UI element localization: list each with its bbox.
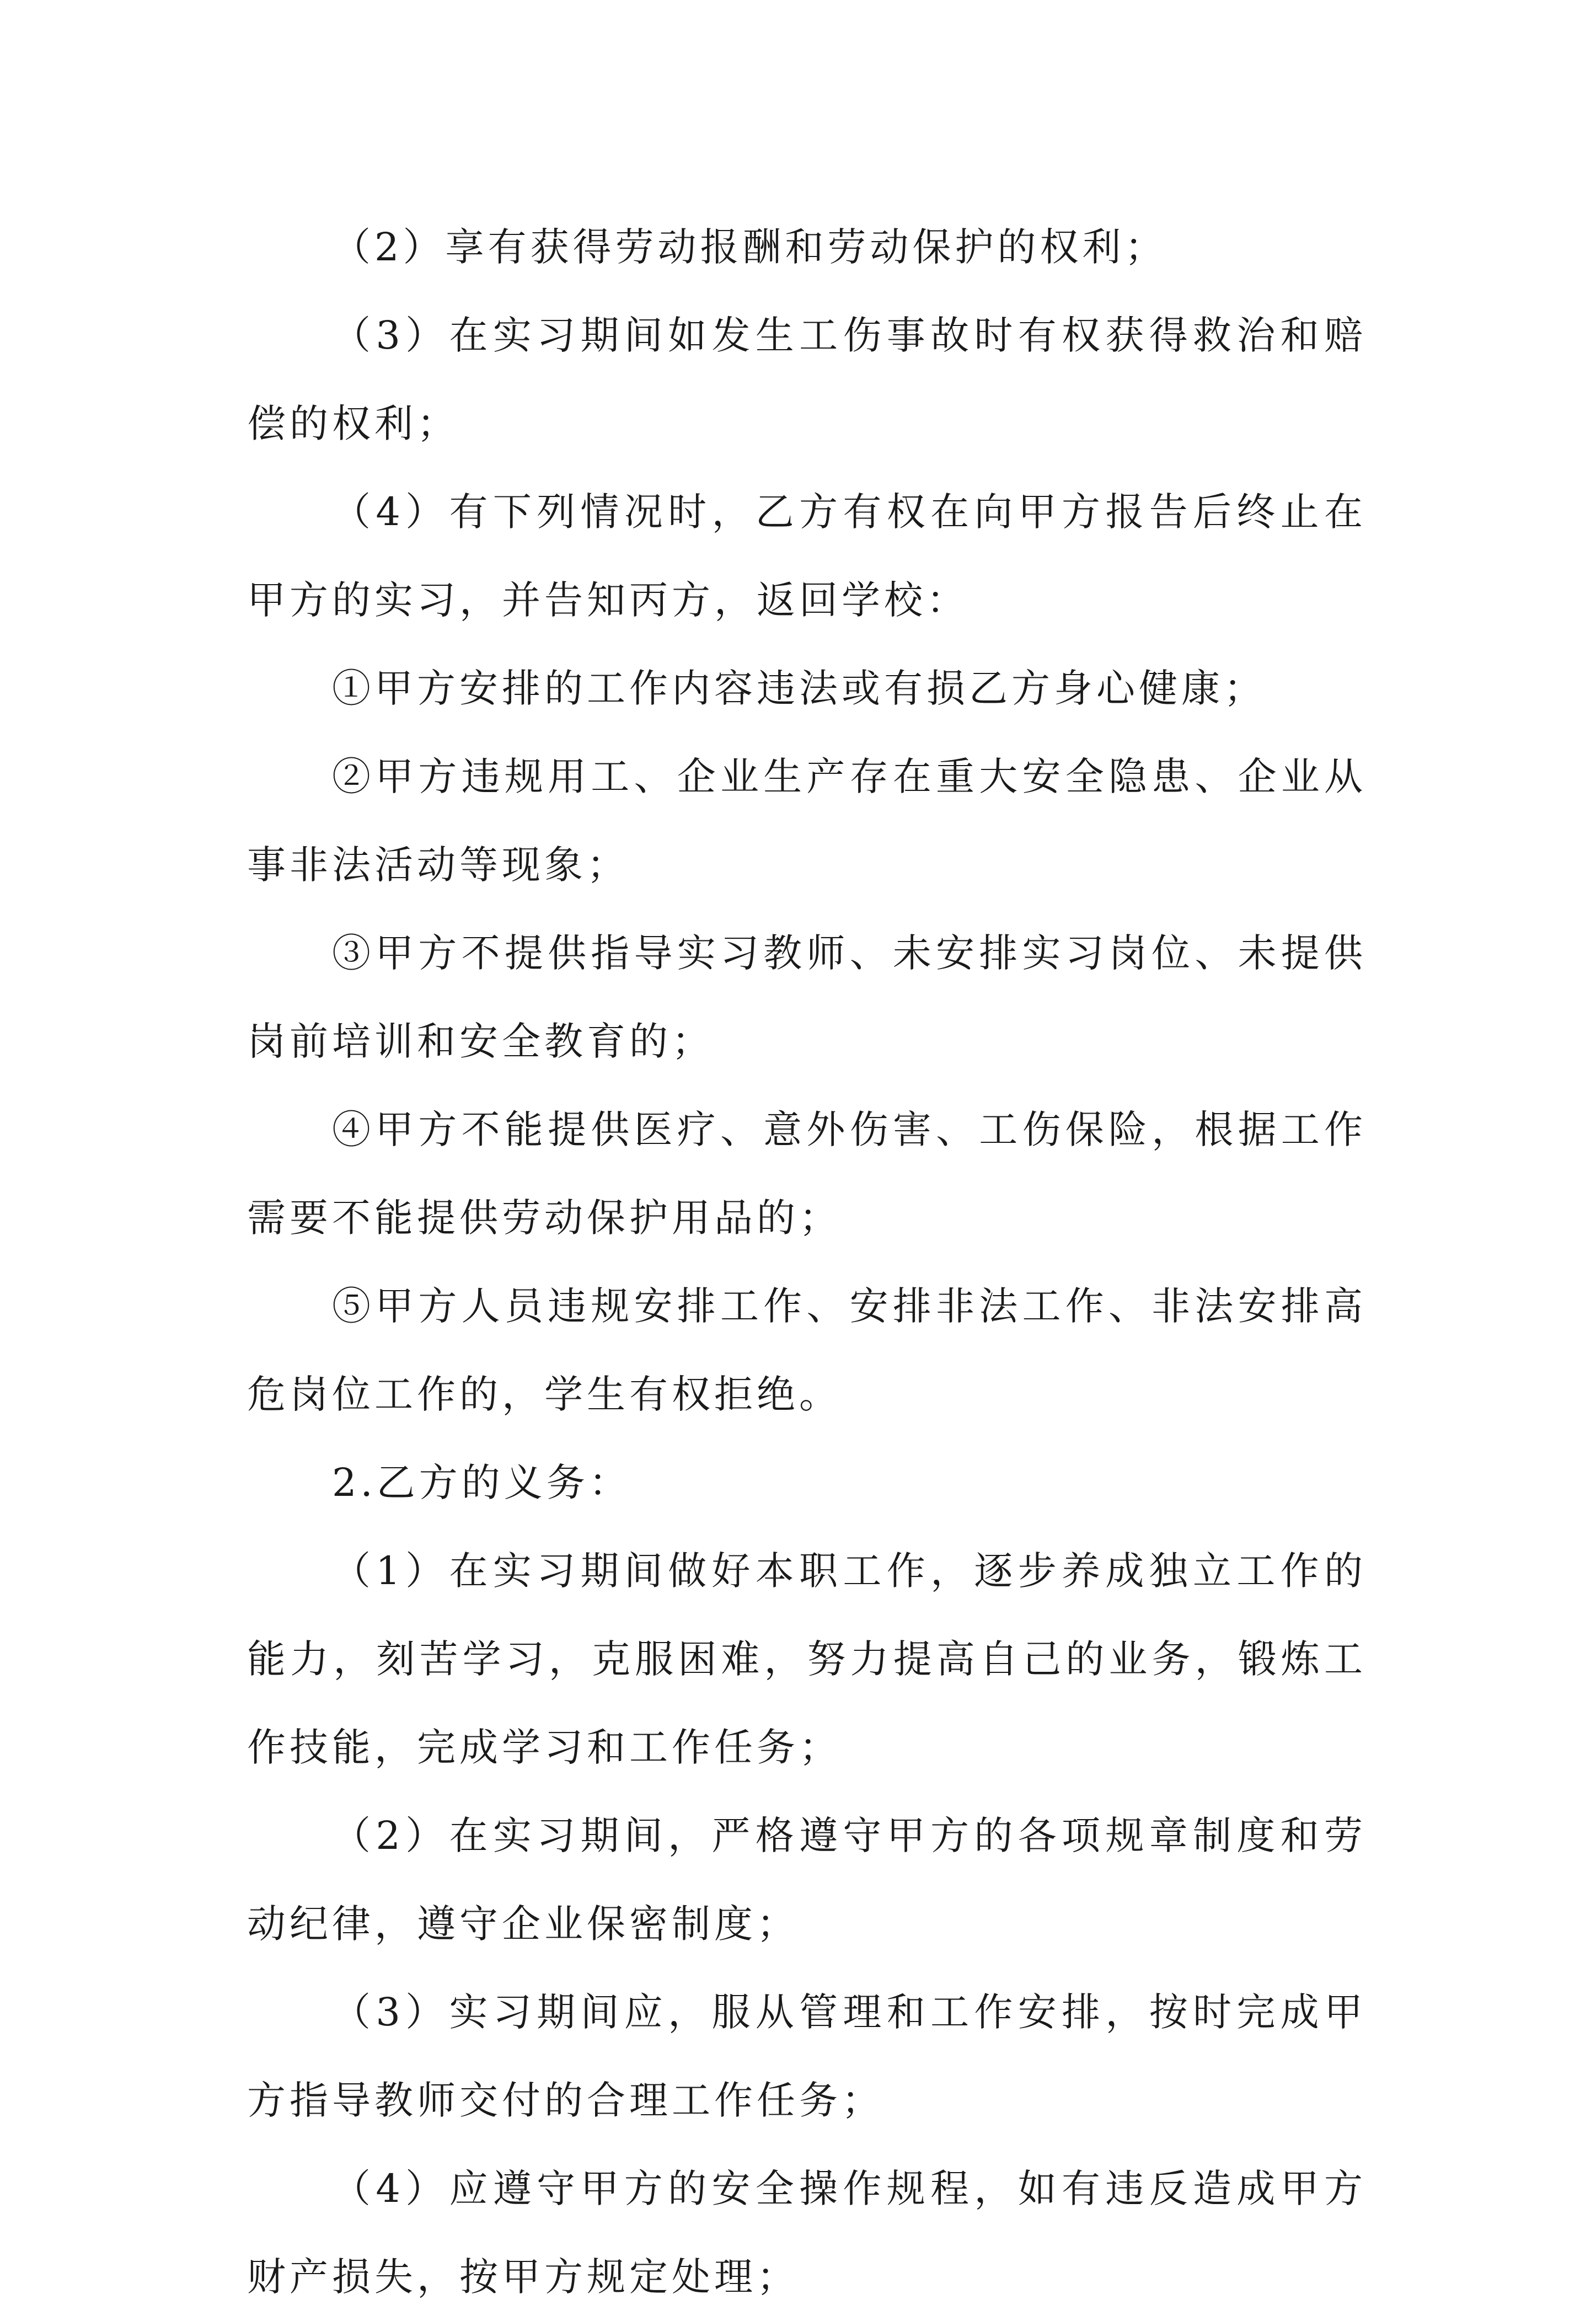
paragraph-right-3: （3）在实习期间如发生工伤事故时有权获得救治和赔偿的权利； [247,313,1367,446]
paragraph-right-4: （4）有下列情况时，乙方有权在向甲方报告后终止在甲方的实习，并告知丙方，返回学校： [247,489,1367,623]
paragraph-obligation-2: （2）在实习期间，严格遵守甲方的各项规章制度和劳动纪律，遵守企业保密制度； [247,1813,1367,1946]
paragraph-right-2: （2）享有获得劳动报酬和劳动保护的权利； [332,224,1167,270]
paragraph-obligation-4: （4）应遵守甲方的安全操作规程，如有违反造成甲方财产损失，按甲方规定处理； [247,2166,1367,2299]
paragraph-item-2: ②甲方违规用工、企业生产存在重大安全隐患、企业从事非法活动等现象； [247,754,1367,887]
paragraph-item-1: ①甲方安排的工作内容违法或有损乙方身心健康； [332,666,1266,711]
section-heading-obligations: 2.乙方的义务： [332,1460,631,1505]
paragraph-item-3: ③甲方不提供指导实习教师、未安排实习岗位、未提供岗前培训和安全教育的； [247,930,1367,1064]
document-body [247,203,1367,2321]
paragraph-item-4: ④甲方不能提供医疗、意外伤害、工伤保险，根据工作需要不能提供劳动保护用品的； [247,1107,1367,1240]
paragraph-item-5: ⑤甲方人员违规安排工作、安排非法工作、非法安排高危岗位工作的，学生有权拒绝。 [247,1283,1367,1417]
paragraph-obligation-3: （3）实习期间应，服从管理和工作安排，按时完成甲方指导教师交付的合理工作任务； [247,1990,1367,2123]
paragraph-obligation-1: （1）在实习期间做好本职工作，逐步养成独立工作的能力，刻苦学习，克服困难，努力提高自己的业务，锻炼工作技能，完成学习和工作任务； [247,1548,1367,1770]
